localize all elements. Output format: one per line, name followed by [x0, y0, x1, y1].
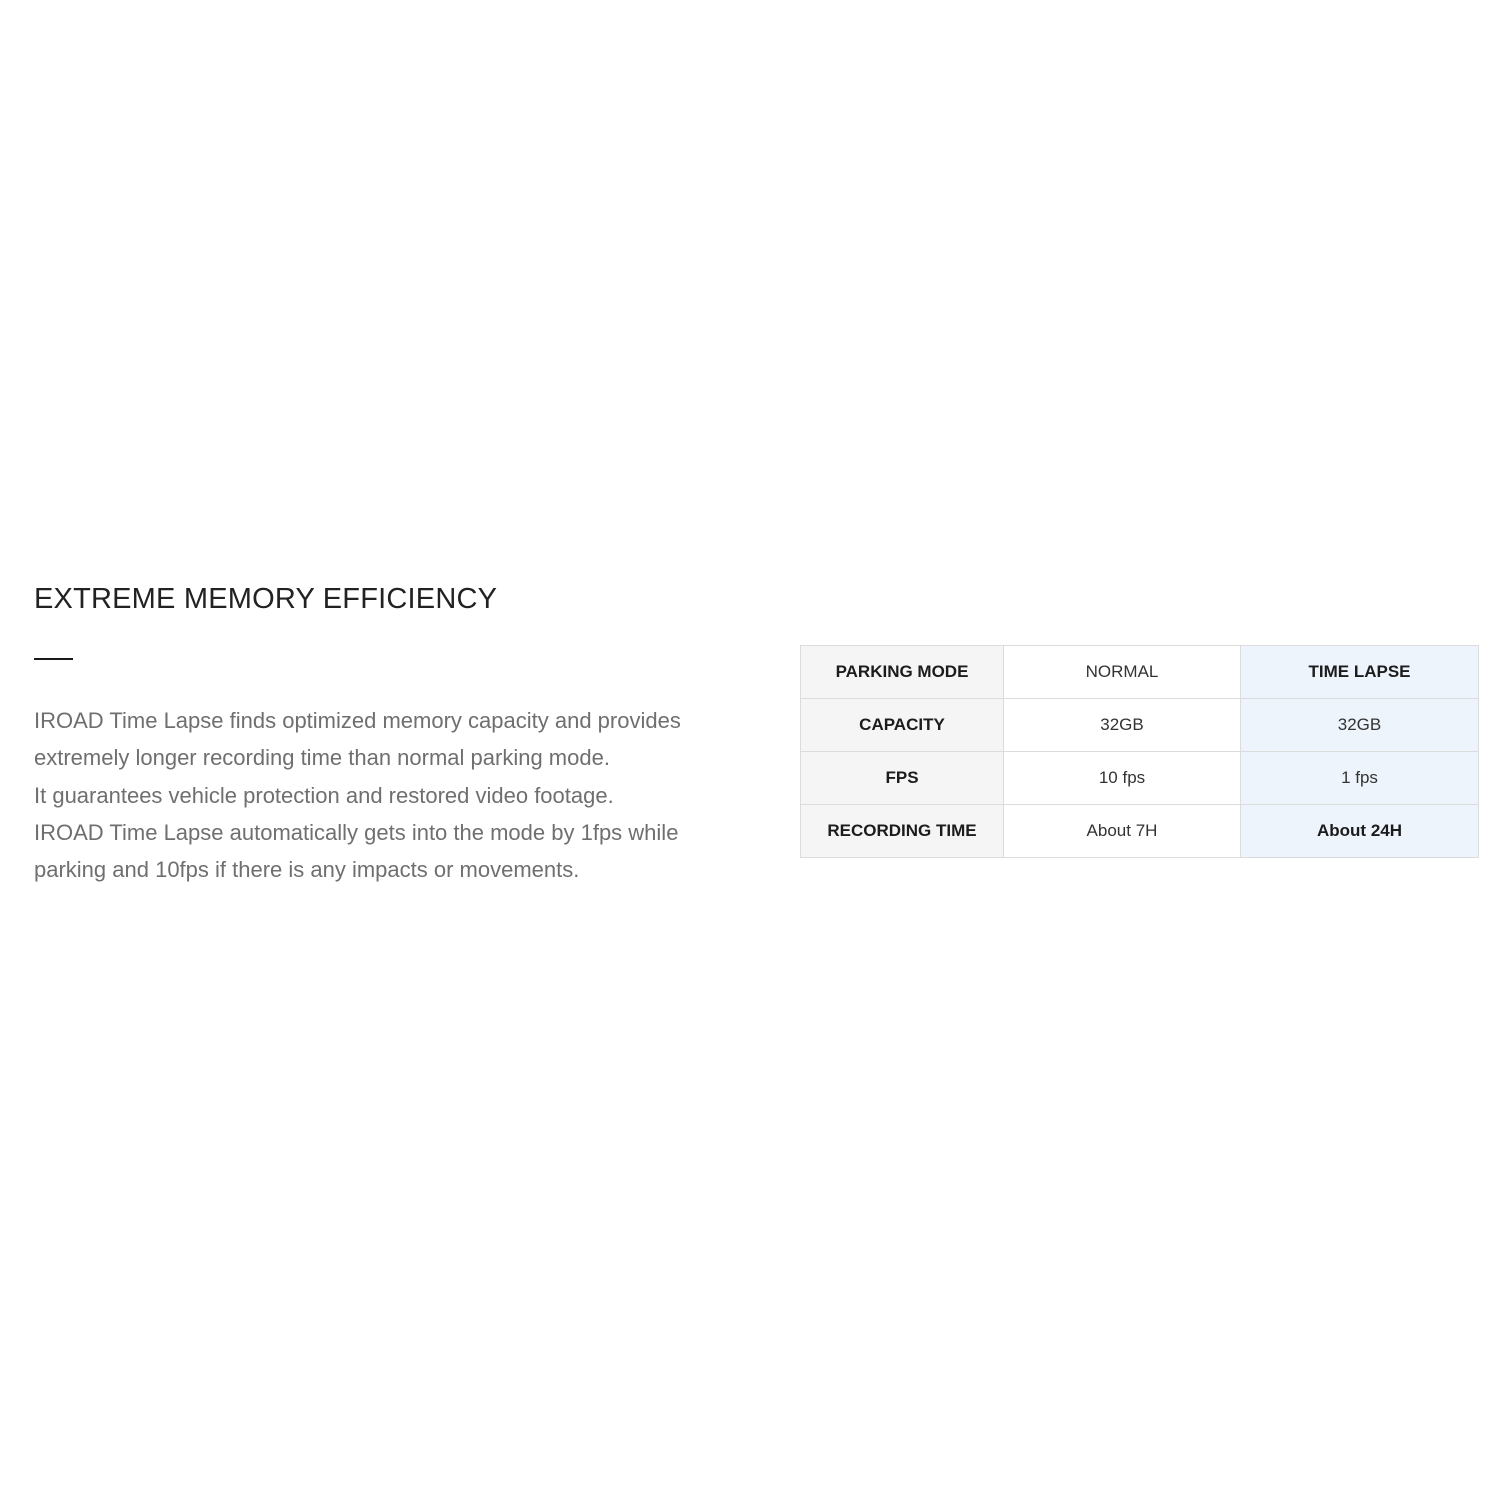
title-divider [34, 658, 73, 660]
table-row [801, 752, 1479, 805]
section-title: EXTREME MEMORY EFFICIENCY [34, 583, 498, 615]
fps-normal: 10 fps [1004, 752, 1241, 805]
header-normal: NORMAL [1004, 646, 1241, 699]
description-line: IROAD Time Lapse automatically gets into the mode by 1fps while [34, 819, 679, 845]
row-label-fps: FPS [801, 752, 1004, 805]
fps-time-lapse: 1 fps [1241, 752, 1479, 805]
row-label-capacity: CAPACITY [801, 699, 1004, 752]
table-header-row [801, 646, 1479, 699]
description-line: IROAD Time Lapse finds optimized memory capacity and provides [34, 708, 681, 733]
capacity-normal: 32GB [1004, 699, 1241, 752]
description [34, 702, 754, 888]
description-line: parking and 10fps if there is any impacts or movements. [34, 857, 580, 883]
comparison-table [800, 645, 1479, 858]
description-line: extremely longer recording time than normal parking mode. [34, 745, 610, 771]
table-row [801, 805, 1479, 858]
header-time-lapse: TIME LAPSE [1241, 646, 1479, 699]
description-line: It guarantees vehicle protection and restored video footage. [34, 782, 614, 808]
recording-time-normal: About 7H [1004, 805, 1241, 858]
table-row [801, 699, 1479, 752]
header-parking-mode: PARKING MODE [801, 646, 1004, 699]
recording-time-time-lapse: About 24H [1241, 805, 1479, 858]
row-label-recording-time: RECORDING TIME [801, 805, 1004, 858]
capacity-time-lapse: 32GB [1241, 699, 1479, 752]
